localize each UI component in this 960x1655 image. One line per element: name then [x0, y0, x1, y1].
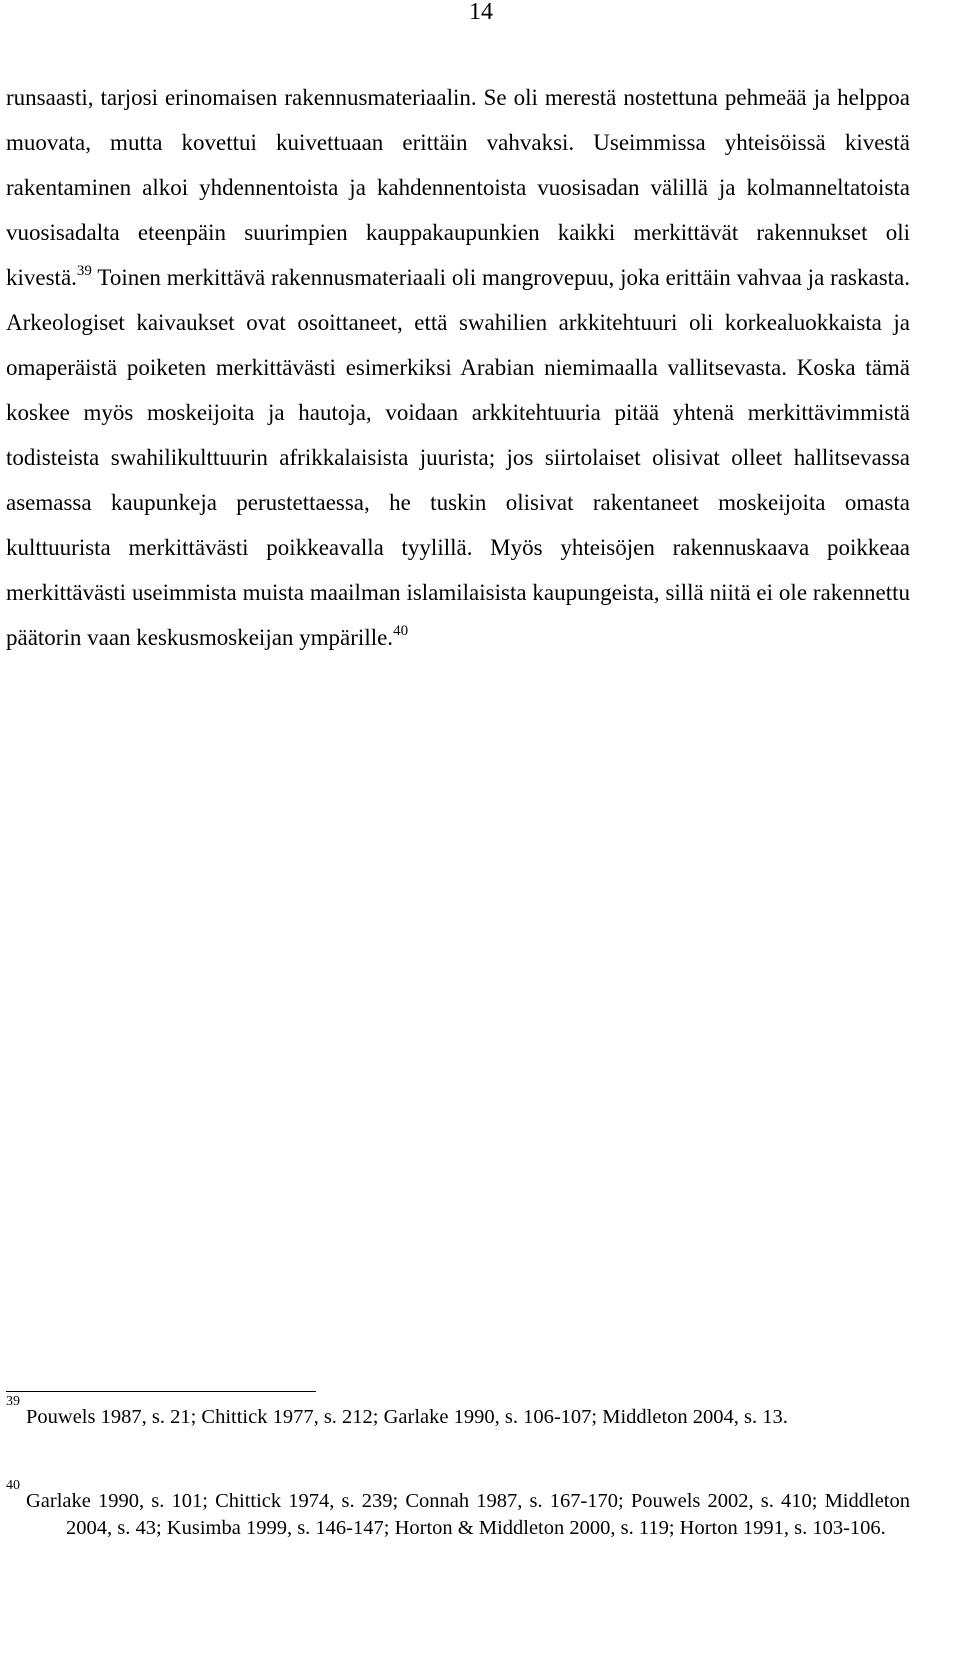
paragraph-text-part-2: Toinen merkittävä rakennusmateriaali oli mangrovepuu, joka erittäin vahvaa ja raskasta. Arkeologiset kaivaukset ovat osoittaneet, että swahilien arkkitehtuuri oli korkealuokkaista ja omaperäistä poiketen merkittävästi esimerkiksi Arabian niemimaalla vallitsevasta. Koska tämä koskee myös moskeijoita ja hautoja, voidaan arkkitehtuuria pitää yhtenä merkittävimmistä todisteista swahilikulttuurin afrikkalaisista juurista; jos siirtolaiset olisivat olleet hallitsevassa asemassa kaupunkeja perustettaessa, he tuskin olisivat rakentaneet moskeijoita omasta kulttuurista merkittävästi poikkeavalla tyylillä. Myös yhteisöjen rakennuskaava poikkeaa merkittävästi useimmista muista maailman islamilaisista kaupungeista, sillä niitä ei ole rakennettu päätorin vaan keskusmoskeijan ympärille. — [6, 265, 910, 650]
footnote-reference-40[interactable]: 40 — [393, 623, 409, 639]
footnote-reference-39[interactable]: 39 — [76, 263, 92, 279]
body-paragraph — [6, 75, 910, 660]
footnote-text: Garlake 1990, s. 101; Chittick 1974, s. 239; Connah 1987, s. 167-170; Pouwels 2002, s. 410; Middleton 2004, s. 43; Kusimba 1999, s. 146-147; Horton & Middleton 2000, s. 119; Horton 1991, s. 103-106. — [26, 1490, 910, 1539]
footnote-separator — [6, 1391, 316, 1392]
paragraph-text-part-1: runsaasti, tarjosi erinomaisen rakennusmateriaalin. Se oli merestä nostettuna pehmeää ja helppoa muovata, mutta kovettui kuivettuaan erittäin vahvaksi. Useimmissa yhteisöissä kivestä rakentaminen alkoi yhdennentoista ja kahdennentoista vuosisadan välillä ja kolmanneltatoista vuosisadalta eteenpäin suurimpien kauppakaupunkien kaikki merkittävät rakennukset oli kivestä. — [6, 85, 910, 290]
footnote-40 — [6, 1478, 910, 1542]
page-number-text: 14 — [469, 0, 493, 25]
footnote-text: Pouwels 1987, s. 21; Chittick 1977, s. 212; Garlake 1990, s. 106-107; Middleton 2004, s. 13. — [26, 1406, 788, 1428]
footnote-mark: 39 — [6, 1394, 20, 1409]
footnote-mark: 40 — [6, 1478, 20, 1493]
footnote-39 — [6, 1394, 910, 1431]
